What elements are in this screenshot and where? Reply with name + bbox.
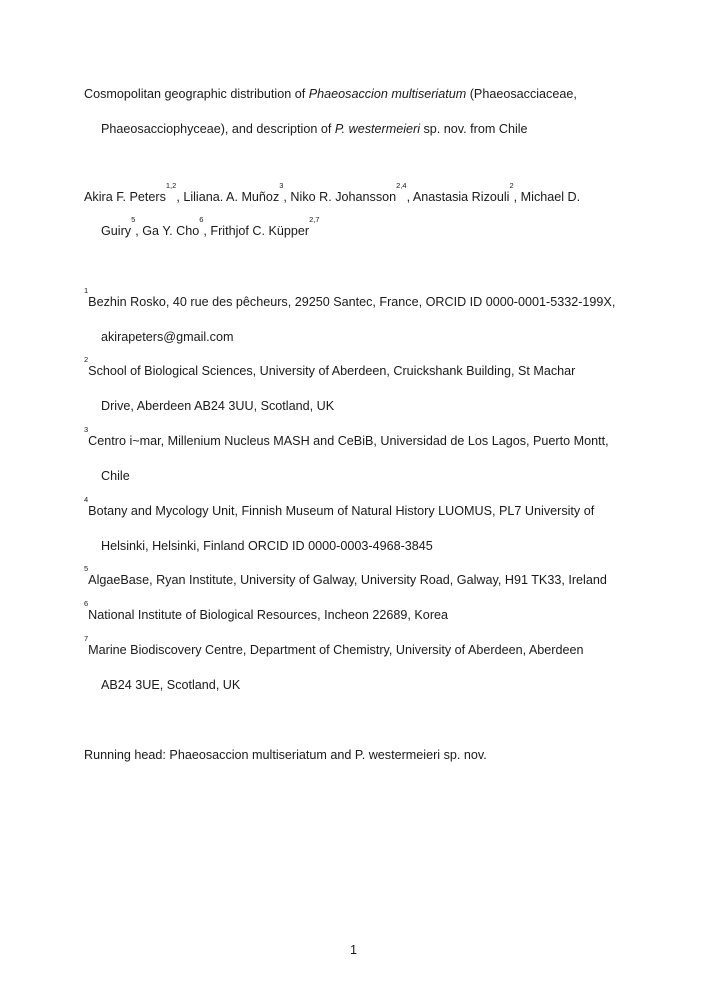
author-name: Niko R. Johansson — [290, 190, 397, 204]
author-affiliation-mark: 5 — [131, 215, 136, 224]
authors-line-1: Akira F. Peters$^{1,2}$, Liliana. A. Muñoz$^3$, Niko R. Johansson$^{2,4}$, Anastasia Rizouli$^2$, Michael D. — [84, 181, 581, 204]
title-line-1 — [84, 86, 577, 102]
affiliation-1-cont — [101, 329, 233, 345]
affiliation-4 — [84, 495, 595, 519]
author-name: Akira F. Peters — [84, 190, 166, 204]
affiliation-number: 1 — [84, 286, 89, 295]
author-affiliation-mark: 3 — [279, 181, 284, 190]
affiliation-text: AlgaeBase, Ryan Institute, University of Galway, University Road, Galway, H91 TK33, Ireland — [88, 573, 607, 587]
affiliation-7-cont — [101, 677, 240, 693]
affiliation-text: National Institute of Biological Resources, Incheon 22689, Korea — [88, 608, 449, 622]
affiliation-number: 5 — [84, 564, 89, 573]
affiliation-text: Drive, Aberdeen AB24 3UU, Scotland, UK — [101, 399, 335, 413]
affiliation-text: Chile — [101, 469, 130, 483]
affiliation-text: Marine Biodiscovery Centre, Department of Chemistry, University of Aberdeen, Aberdeen — [88, 643, 584, 657]
affiliation-number: 6 — [84, 599, 89, 608]
author-affiliation-mark: 2 — [509, 181, 514, 190]
author-affiliation-mark: 6 — [199, 215, 204, 224]
affiliation-text: Centro i~mar, Millenium Nucleus MASH and CeBiB, Universidad de Los Lagos, Puerto Montt, — [88, 434, 609, 448]
title-species-name: Phaeosaccion multiseriatum — [308, 87, 467, 101]
title-text: (Phaeosacciaceae, — [466, 87, 577, 101]
author-name: Liliana. A. Muñoz — [183, 190, 280, 204]
affiliation-email: akirapeters@gmail.com — [101, 330, 234, 344]
affiliation-number: 3 — [84, 425, 89, 434]
affiliation-6 — [84, 599, 449, 623]
authors-line-2: Guiry$^5$, Ga Y. Cho$^6$, Frithjof C. Küpper$^{2,7}$ — [101, 215, 320, 238]
affiliation-2-cont — [101, 398, 334, 414]
author-affiliation-mark: 1,2 — [165, 181, 177, 190]
author-name: Ga Y. Cho — [142, 224, 200, 238]
affiliation-5 — [84, 564, 607, 588]
affiliation-number: 2 — [84, 355, 89, 364]
author-name: Frithjof C. Küpper — [210, 224, 310, 238]
affiliation-3 — [84, 425, 609, 449]
author-name-part: Michael D. — [520, 190, 581, 204]
affiliation-text: AB24 3UE, Scotland, UK — [101, 678, 241, 692]
page-number: 1 — [349, 943, 357, 957]
affiliation-number: 7 — [84, 634, 89, 643]
author-name-part: Guiry — [101, 224, 132, 238]
affiliation-text: Helsinki, Helsinki, Finland ORCID ID 0000-0003-4968-3845 — [101, 539, 433, 553]
affiliation-number: 4 — [84, 495, 89, 504]
affiliation-7 — [84, 634, 584, 658]
affiliation-3-cont — [101, 468, 130, 484]
affiliation-text: Botany and Mycology Unit, Finnish Museum of Natural History LUOMUS, PL7 University of — [88, 504, 595, 518]
affiliation-2 — [84, 355, 576, 379]
affiliation-4-cont — [101, 538, 433, 554]
title-text: sp. nov. from Chile — [420, 122, 528, 136]
running-head: Running head: Phaeosaccion multiseriatum and P. westermeieri sp. nov. — [84, 748, 487, 762]
affiliation-text: Bezhin Rosko, 40 rue des pêcheurs, 29250 Santec, France, ORCID ID 0000-0001-5332-199X, — [88, 295, 616, 309]
author-name: Anastasia Rizouli — [412, 190, 510, 204]
title-text: Cosmopolitan geographic distribution of — [84, 87, 309, 101]
author-affiliation-mark: 2,4 — [396, 181, 407, 190]
affiliation-text: School of Biological Sciences, University of Aberdeen, Cruickshank Building, St Machar — [88, 364, 576, 378]
author-affiliation-mark: 2,7 — [309, 215, 320, 224]
title-line-2 — [101, 121, 528, 137]
affiliation-1 — [84, 286, 616, 310]
title-text: Phaeosacciophyceae), and description of — [101, 122, 335, 136]
title-species-name: P. westermeieri — [334, 122, 420, 136]
